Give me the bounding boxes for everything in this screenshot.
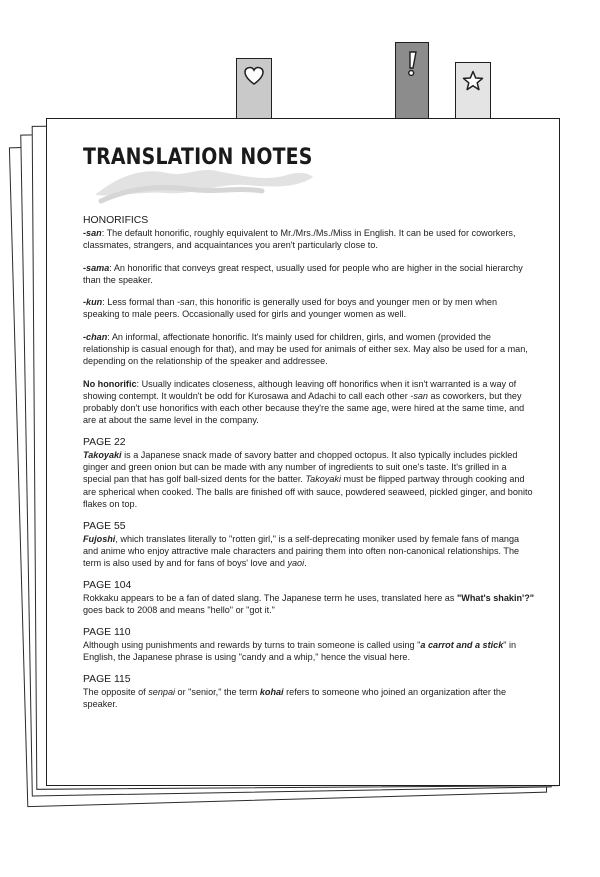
- page-title: TRANSLATION NOTES: [83, 145, 313, 170]
- section-heading: PAGE 110: [83, 627, 131, 639]
- note-takoyaki: [83, 449, 535, 509]
- note-text: as coworkers, but they probably don't use honorifics with each other because they're the same age, were hired at the same time, and are at about the same level in the company.: [83, 390, 525, 426]
- note-text: : The default honorific, roughly equivalent to Mr./Mrs./Ms./Miss in English. It can be used for coworkers, classmates, strangers, and acquaintances you aren't particularly close to.: [83, 228, 516, 251]
- bookmark-tab-exclaim: [395, 42, 429, 120]
- note-text: : An honorific that conveys great respect, usually used for people who are higher in the social hierarchy than the speaker.: [83, 262, 523, 285]
- notes-content: [83, 215, 535, 722]
- note-italic: senpai: [148, 687, 176, 698]
- section-page-110: [83, 627, 535, 663]
- note-text: .: [304, 557, 307, 568]
- note-term: "What's shakin'?": [456, 592, 535, 603]
- section-heading: HONORIFICS: [83, 215, 149, 226]
- note-kohai: [83, 686, 535, 710]
- note-text: refers to someone who joined an organization after the speaker.: [83, 687, 507, 710]
- note-italic: -san: [177, 297, 195, 308]
- note-italic: yaoi: [287, 557, 305, 568]
- note-text: " in English, the Japanese phrase is using "candy and a whip," hence the visual here.: [83, 640, 517, 663]
- note-text: , this honorific is generally used for boys and younger men or by men when speaking to male peers. Occasionally used for girls and younger women as well.: [83, 297, 497, 320]
- star-icon: [461, 69, 485, 93]
- note-text: : Less formal than: [102, 297, 178, 308]
- section-page-22: [83, 437, 535, 509]
- section-honorifics: [83, 215, 535, 426]
- section-heading: PAGE 22: [83, 437, 126, 449]
- note-term: kohai: [259, 687, 284, 698]
- section-page-115: [83, 674, 535, 710]
- note-text: Although using punishments and rewards by turns to train someone is called using ": [83, 640, 421, 651]
- note-chan: [83, 331, 535, 367]
- bookmark-tab-star: [455, 62, 491, 120]
- note-term: -sama: [83, 262, 110, 273]
- heart-icon: [243, 65, 265, 87]
- note-italic: Takoyaki: [305, 474, 341, 485]
- note-italic: -san: [410, 390, 428, 401]
- note-term: a carrot and a stick: [420, 640, 504, 651]
- note-text: must be flipped partway through cooking and are spherical when cooked. The balls are finished off with sauce, powdered seaweed, pickled ginger, and bonito flakes on top.: [83, 474, 533, 509]
- section-heading: PAGE 115: [83, 674, 131, 686]
- note-slang: [83, 592, 535, 616]
- note-text: goes back to 2008 and means "hello" or "got it.": [83, 605, 275, 616]
- note-term: No honorific: [83, 378, 137, 389]
- note-term: Fujoshi: [83, 533, 116, 544]
- note-sama: [83, 262, 535, 286]
- note-no-honorific: [83, 378, 535, 426]
- section-heading: PAGE 104: [83, 579, 132, 591]
- note-text: , which translates literally to "rotten girl," is a self-deprecating moniker used by female fans of manga and anime who enjoy attractive male characters and pairing them into often non-canonical relationships. The term is also used by and for fans of boys' love and: [83, 533, 520, 568]
- note-fujoshi: [83, 533, 535, 569]
- note-carrot-stick: [83, 639, 535, 663]
- note-san: [83, 227, 535, 251]
- note-term: -san: [83, 228, 102, 238]
- note-text: is a Japanese snack made of savory batter and chopped octopus. It also typically includes pickled ginger and green onion but can be made with any number of ingredients to suit one's taste. It's grilled in a special pan that has golf ball-sized dents for the batter.: [83, 450, 518, 485]
- note-text: The opposite of: [83, 687, 149, 698]
- note-term: -kun: [83, 297, 103, 308]
- bookmark-tab-heart: [236, 58, 272, 120]
- note-text: : An informal, affectionate honorific. It's mainly used for children, girls, and women (provided the relationship is casual enough for that), and may be used for animals of either sex. May also be used for a man, depending on the relationship of the speaker and addressee.: [83, 332, 528, 367]
- section-page-104: [83, 580, 535, 616]
- section-heading: PAGE 55: [83, 520, 126, 532]
- note-term: -chan: [83, 332, 108, 343]
- note-text: or "senior," the term: [175, 687, 260, 698]
- section-page-55: [83, 521, 535, 569]
- note-text: : Usually indicates closeness, although leaving off honorifics when it isn't warranted is a way of showing contempt. It wouldn't be odd for Kurosawa and Adachi to call each other: [83, 378, 517, 401]
- note-term: Takoyaki: [83, 450, 122, 461]
- note-text: Rokkaku appears to be a fan of dated slang. The Japanese term he uses, translated here as: [83, 592, 457, 603]
- note-kun: [83, 296, 535, 320]
- exclamation-icon: [401, 49, 423, 79]
- notes-page: [46, 118, 560, 786]
